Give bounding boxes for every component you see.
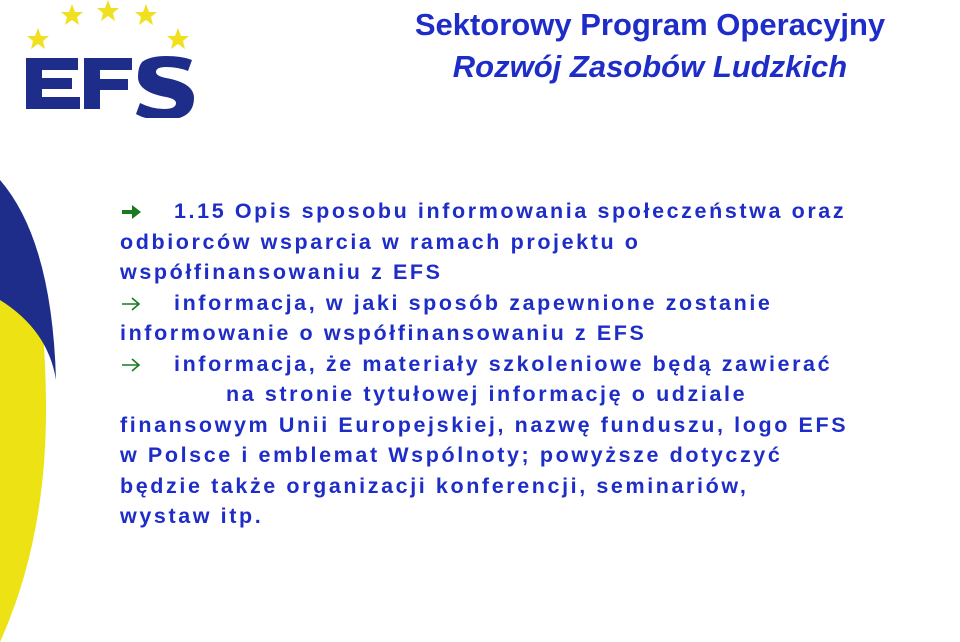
text-line: [120, 318, 960, 349]
outline-arrow-icon: [120, 357, 142, 373]
star-icon: [27, 28, 49, 49]
text-line: [120, 501, 960, 532]
efs-letters: [26, 56, 194, 118]
page-subtitle: Rozwój Zasobów Ludzkich: [452, 49, 848, 84]
main-content: [120, 196, 960, 532]
text-line-content: odbiorców wsparcia w ramach projektu o: [120, 229, 641, 254]
text-line-content: informowanie o współfinansowaniu z EFS: [120, 321, 647, 345]
efs-logo: [18, 0, 198, 118]
star-icon: [61, 4, 83, 25]
page-title: Sektorowy Program Operacyjny: [414, 7, 886, 42]
text-line-content: informacja, w jaki sposób zapewnione zostanie: [174, 290, 773, 315]
text-line-content: współfinansowaniu z EFS: [120, 260, 443, 284]
text-line: [120, 471, 960, 502]
outline-arrow-icon: [120, 296, 142, 312]
text-line-content: finansowym Unii Europejskiej, nazwę funduszu, logo EFS: [120, 412, 849, 437]
star-icon: [97, 0, 119, 21]
text-line: [120, 288, 960, 319]
text-line-content: informacja, że materiały szkoleniowe będą zawierać: [174, 351, 833, 376]
star-icon: [135, 4, 157, 25]
text-line: [120, 257, 960, 288]
star-icon: [167, 28, 189, 49]
text-line: [120, 196, 960, 227]
page-header: [360, 4, 940, 88]
text-line-content: na stronie tytułowej informację o udziale: [226, 382, 748, 406]
text-line: [120, 440, 960, 471]
text-line: [120, 349, 960, 380]
filled-arrow-icon: [120, 204, 142, 220]
text-line-content: będzie także organizacji konferencji, seminariów,: [120, 473, 749, 498]
text-line-content: 1.15 Opis sposobu informowania społeczeństwa oraz: [174, 199, 847, 223]
text-line-content: w Polsce i emblemat Wspólnoty; powyższe dotyczyć: [120, 443, 783, 467]
text-line: [120, 227, 960, 258]
decorative-swoosh: [0, 180, 60, 642]
text-line: [120, 379, 960, 410]
text-line: [120, 410, 960, 441]
text-line-content: wystaw itp.: [120, 504, 264, 528]
